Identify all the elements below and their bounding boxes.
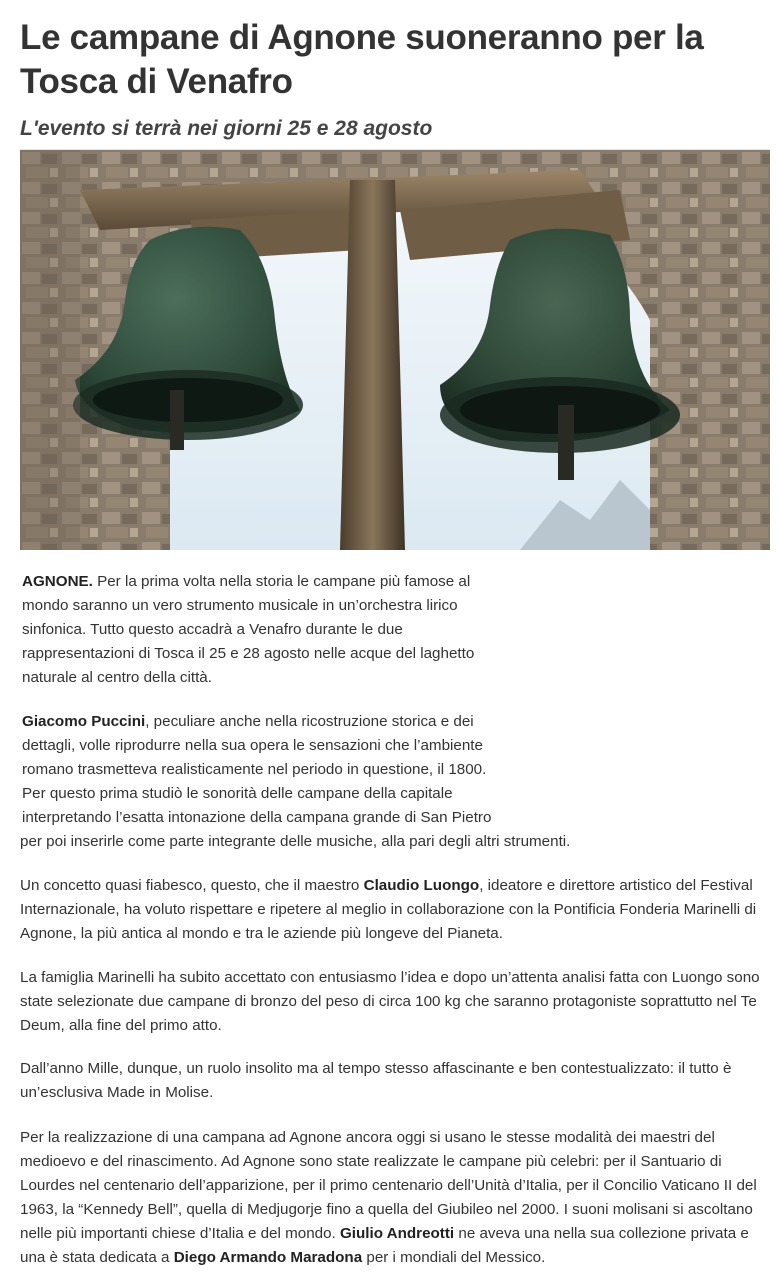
paragraph-puccini bbox=[20, 710, 571, 854]
paragraph-history-before: Per la realizzazione di una campana ad Agnone ancora oggi si usano le stesse modalità dei maestri del medioevo e del rinascimento. Ad Agnone sono state realizzate le campane più celebri: per il Santuario di Lourdes nel centenario dell’apparizione, per il primo centenario dell’Unità d’Italia, per il Concilio Vaticano II del 1963, la “Kennedy Bell”, quella di Medjugorje fino a quella del Giubileo nel 2000. I suoni molisani si ascoltano nelle più importanti chiese d’Italia e del mondo. bbox=[20, 1129, 757, 1242]
paragraph-luongo-before: Un concetto quasi fiabesco, questo, che il maestro bbox=[20, 877, 364, 894]
bells-photo-icon bbox=[20, 150, 770, 550]
person-name-andreotti: Giulio Andreotti bbox=[339, 1225, 455, 1242]
hero-image bbox=[20, 149, 770, 550]
paragraph-intro bbox=[22, 570, 502, 690]
paragraph-intro-text: Per la prima volta nella storia le campane più famose al mondo saranno un vero strumento musicale in un’orchestra lirico sinfonica. Tutto questo accadrà a Venafro durante le due rappresentazioni di Tosca il 25 e 28 agosto nelle acque del laghetto naturale al centro della città. bbox=[22, 573, 475, 686]
article-subtitle: L'evento si terrà nei giorni 25 e 28 agosto bbox=[20, 117, 433, 140]
paragraph-luongo bbox=[20, 874, 768, 946]
paragraph-marinelli: La famiglia Marinelli ha subito accettato con entusiasmo l’idea e dopo un’attenta analisi fatta con Luongo sono state selezionate due campane di bronzo del peso di circa 100 kg che saranno protagoniste soprattutto nel Te Deum, alla fine del primo atto. bbox=[20, 969, 760, 1034]
paragraph-molise: Dall’anno Mille, dunque, un ruolo insolito ma al tempo stesso affascinante e ben contestualizzato: il tutto è un’esclusiva Made in Molise. bbox=[20, 1060, 732, 1101]
paragraph-history-middle: ne aveva una nella sua collezione privata e una è stata dedicata a bbox=[20, 1225, 749, 1266]
paragraph-luongo-after: , ideatore e direttore artistico del Festival Internazionale, ha voluto rispettare e ripetere al meglio in collaborazione con la Pontificia Fonderia Marinelli di Agnone, la più antica al mondo e tra le aziende più longeve del Pianeta. bbox=[20, 877, 757, 942]
person-name-luongo: Claudio Luongo bbox=[363, 877, 480, 894]
paragraph-history bbox=[20, 1126, 768, 1270]
paragraph-puccini-tail: per poi inserirle come parte integrante delle musiche, alla pari degli altri strumenti. bbox=[20, 833, 571, 850]
paragraph-puccini-text: , peculiare anche nella ricostruzione storica e dei dettagli, volle riprodurre nella sua opera le sensazioni che l’ambiente romano trasmetteva realisticamente nel periodo in questione, il 1800. Per questo prima studiò le sonorità delle campane della capitale interpretando l’esatta intonazione della campana grande di San Pietro bbox=[22, 713, 492, 826]
person-name-puccini: Giacomo Puccini bbox=[22, 713, 146, 730]
person-name-maradona: Diego Armando Maradona bbox=[173, 1249, 363, 1266]
article-title: Le campane di Agnone suoneranno per la Tosca di Venafro bbox=[20, 18, 704, 101]
paragraph-history-after: per i mondiali del Messico. bbox=[362, 1249, 546, 1266]
dateline: AGNONE. bbox=[22, 573, 93, 590]
